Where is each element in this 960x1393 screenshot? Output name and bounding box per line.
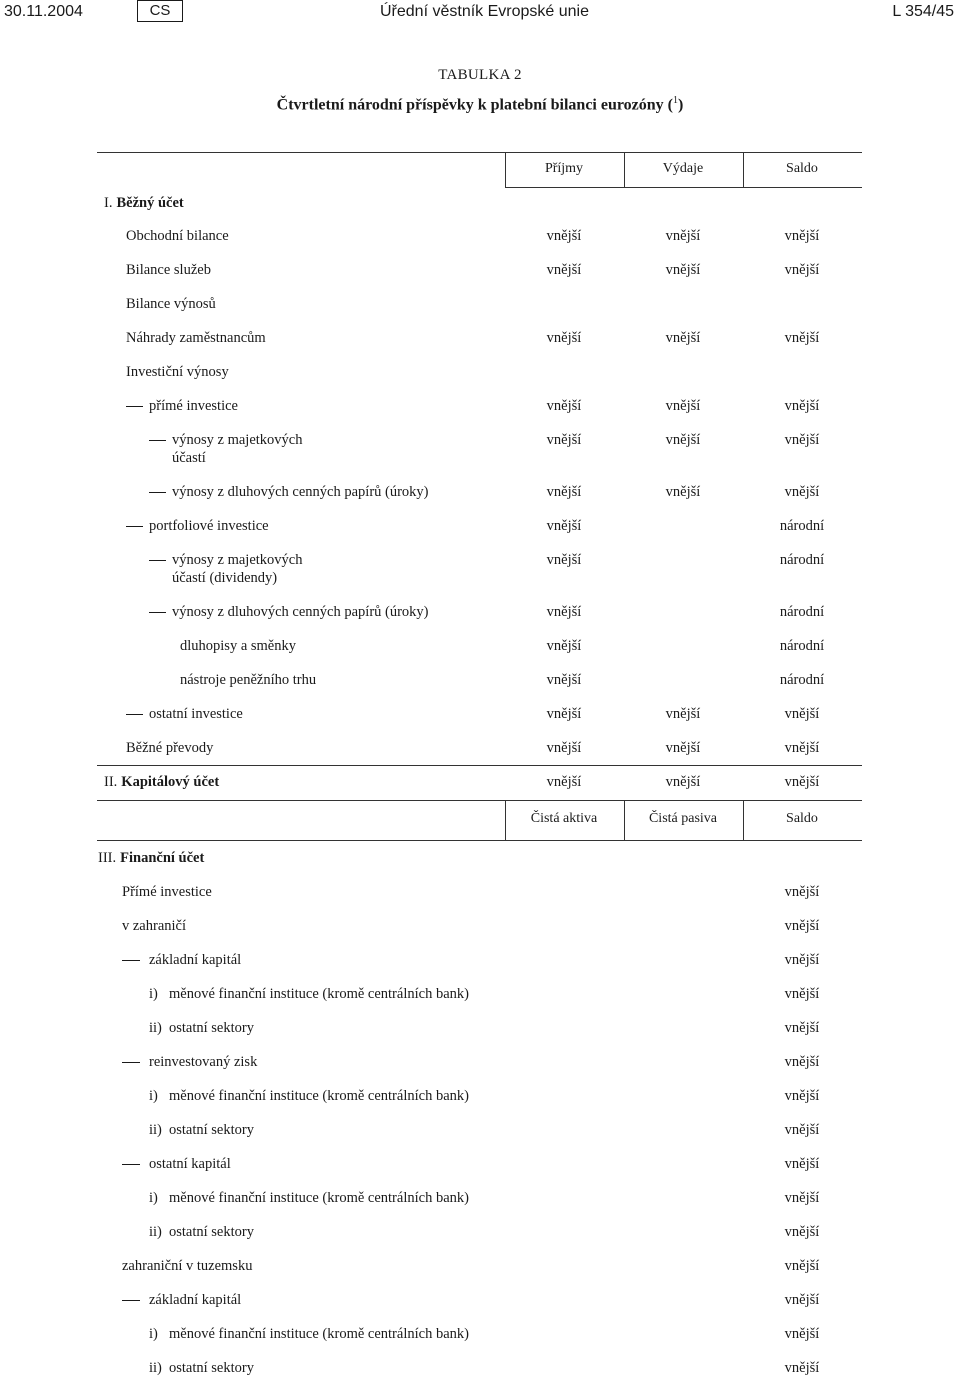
item-number: i): [149, 986, 158, 1002]
cell: vnější: [784, 774, 820, 790]
table-row: [0, 951, 960, 985]
table-row: [0, 1121, 960, 1155]
language-badge: CS: [137, 0, 183, 22]
table-row: [0, 431, 960, 465]
col-head-balance-b: Saldo: [786, 811, 818, 826]
cell: vnější: [546, 330, 582, 346]
row-label: v zahraničí: [122, 918, 187, 934]
table-row: [0, 227, 960, 261]
cell: národní: [779, 638, 825, 654]
indent-dash: [149, 612, 166, 613]
row-label: dluhopisy a směnky: [180, 638, 296, 654]
row-label: zahraniční v tuzemsku: [122, 1258, 253, 1274]
table-row: [0, 917, 960, 951]
indent-dash: [126, 406, 143, 407]
row-label: Bilance výnosů: [126, 296, 216, 312]
table-row: [0, 1189, 960, 1223]
cell: vnější: [546, 774, 582, 790]
cell: vnější: [546, 518, 582, 534]
table-row: [0, 1155, 960, 1189]
cell: vnější: [784, 1020, 820, 1036]
cell: vnější: [546, 706, 582, 722]
row-label: měnové finanční instituce (kromě centrálních bank): [169, 1326, 469, 1342]
row-label: nástroje peněžního trhu: [180, 672, 317, 688]
section2-bottom-rule: [97, 800, 862, 801]
item-number: i): [149, 1088, 158, 1104]
cell: vnější: [546, 398, 582, 414]
table-row: [0, 739, 960, 773]
row-label: ostatní sektory: [169, 1360, 254, 1376]
cell: vnější: [784, 1292, 820, 1308]
row-label: základní kapitál: [149, 952, 242, 968]
row-label: ostatní kapitál: [149, 1156, 231, 1172]
cell: vnější: [665, 774, 701, 790]
cell: vnější: [784, 1190, 820, 1206]
cell: vnější: [784, 432, 820, 448]
col-head-balance: Saldo: [786, 161, 818, 176]
table-row: [0, 671, 960, 705]
item-number: ii): [149, 1224, 162, 1240]
cell: vnější: [784, 1054, 820, 1070]
cell: vnější: [784, 1156, 820, 1172]
indent-dash: [149, 492, 166, 493]
cell: vnější: [546, 432, 582, 448]
section2-top-rule: [97, 765, 862, 766]
item-number: i): [149, 1190, 158, 1206]
row-label: portfoliové investice: [149, 518, 269, 534]
cell: vnější: [546, 740, 582, 756]
cell: vnější: [665, 706, 701, 722]
table-row: [0, 705, 960, 739]
cell: vnější: [784, 918, 820, 934]
cell: vnější: [665, 330, 701, 346]
indent-dash: [122, 960, 140, 961]
table-row: [0, 1291, 960, 1325]
cell: vnější: [546, 604, 582, 620]
row-label: reinvestovaný zisk: [149, 1054, 258, 1070]
table-label: TABULKA 2: [438, 67, 522, 83]
table-row: [0, 1359, 960, 1393]
publication-date: 30.11.2004: [4, 3, 83, 20]
cell: národní: [779, 552, 825, 568]
cell: vnější: [784, 1258, 820, 1274]
cell: vnější: [784, 952, 820, 968]
cell: vnější: [665, 432, 701, 448]
cell: vnější: [665, 228, 701, 244]
row-label: základní kapitál: [149, 1292, 242, 1308]
cell: vnější: [784, 262, 820, 278]
row-label: ostatní sektory: [169, 1122, 254, 1138]
cell: vnější: [784, 884, 820, 900]
cell: vnější: [784, 986, 820, 1002]
row-label: Běžné převody: [126, 740, 214, 756]
cell: vnější: [546, 228, 582, 244]
indent-dash: [122, 1300, 140, 1301]
indent-dash: [126, 714, 143, 715]
cell: vnější: [784, 706, 820, 722]
table-row: [0, 1019, 960, 1053]
cell: vnější: [784, 740, 820, 756]
table-row: [0, 551, 960, 585]
table-title: Čtvrtletní národní příspěvky k platební bilanci eurozóny ($^1$): [276, 95, 684, 114]
row-label: Přímé investice: [122, 884, 212, 900]
row-label: Náhrady zaměstnancům: [126, 330, 266, 346]
cell: národní: [779, 518, 825, 534]
table-row: [0, 397, 960, 431]
table-row: [0, 1257, 960, 1291]
table-row: [0, 295, 960, 329]
item-number: ii): [149, 1360, 162, 1376]
row-label: výnosy z majetkových účastí (dividendy): [172, 552, 303, 586]
row-label: měnové finanční instituce (kromě centrálních bank): [169, 1190, 469, 1206]
row-label: výnosy z majetkových účastí: [172, 432, 303, 466]
row-label: Investiční výnosy: [126, 364, 229, 380]
cell: vnější: [546, 262, 582, 278]
col-head-net-liabilities: Čistá pasiva: [648, 811, 718, 826]
cell: vnější: [546, 552, 582, 568]
cell: národní: [779, 672, 825, 688]
section3-top-rule: [97, 840, 862, 841]
section-financial-account: III. Finanční účet: [98, 850, 205, 866]
section-capital-account: II. Kapitálový účet vnější vnější vnější: [0, 773, 960, 807]
cell: vnější: [784, 398, 820, 414]
table-row: [0, 483, 960, 517]
cell: vnější: [546, 638, 582, 654]
col-head-net-assets: Čistá aktiva: [530, 811, 598, 826]
journal-title: Úřední věstník Evropské unie: [380, 3, 589, 20]
row-label: ostatní investice: [149, 706, 243, 722]
cell: vnější: [665, 740, 701, 756]
table-row: [0, 603, 960, 637]
indent-dash: [122, 1062, 140, 1063]
indent-dash: [149, 560, 166, 561]
indent-dash: [122, 1164, 140, 1165]
section-current-account: I. Běžný účet: [104, 195, 184, 211]
row-label: měnové finanční instituce (kromě centrálních bank): [169, 986, 469, 1002]
table-row: [0, 363, 960, 397]
cell: vnější: [784, 1326, 820, 1342]
item-number: ii): [149, 1020, 162, 1036]
page-header: [0, 0, 960, 30]
table-row: [0, 517, 960, 551]
cell: vnější: [784, 1360, 820, 1376]
table-top-rule: [97, 152, 862, 153]
table-row: [0, 637, 960, 671]
table-row: [0, 883, 960, 917]
row-label: Obchodní bilance: [126, 228, 229, 244]
cell: vnější: [784, 228, 820, 244]
item-number: i): [149, 1326, 158, 1342]
page-reference: L 354/45: [892, 3, 954, 20]
row-label: výnosy z dluhových cenných papírů (úroky): [172, 604, 429, 620]
cell: vnější: [665, 484, 701, 500]
row-label: Bilance služeb: [126, 262, 211, 278]
row-label: ostatní sektory: [169, 1020, 254, 1036]
cell: vnější: [784, 330, 820, 346]
item-number: ii): [149, 1122, 162, 1138]
cell: vnější: [546, 484, 582, 500]
indent-dash: [126, 526, 143, 527]
indent-dash: [149, 440, 166, 441]
col-head-income: Příjmy: [544, 161, 584, 176]
table-row: [0, 329, 960, 363]
row-label: přímé investice: [149, 398, 238, 414]
col-head-expense: Výdaje: [662, 161, 704, 176]
table-row: [0, 985, 960, 1019]
row-label: měnové finanční instituce (kromě centrálních bank): [169, 1088, 469, 1104]
cell: vnější: [784, 1224, 820, 1240]
cell: vnější: [784, 484, 820, 500]
footnote-ref: 1: [673, 95, 678, 106]
row-label: ostatní sektory: [169, 1224, 254, 1240]
table-row: [0, 1223, 960, 1257]
cell: vnější: [665, 398, 701, 414]
head-bottom-rule: [505, 187, 862, 188]
table-row: [0, 1325, 960, 1359]
cell: vnější: [546, 672, 582, 688]
cell: vnější: [784, 1088, 820, 1104]
cell: vnější: [784, 1122, 820, 1138]
table-row: [0, 261, 960, 295]
table-row: [0, 1053, 960, 1087]
table-row: [0, 1087, 960, 1121]
cell: národní: [779, 604, 825, 620]
row-label: výnosy z dluhových cenných papírů (úroky): [172, 484, 429, 500]
cell: vnější: [665, 262, 701, 278]
